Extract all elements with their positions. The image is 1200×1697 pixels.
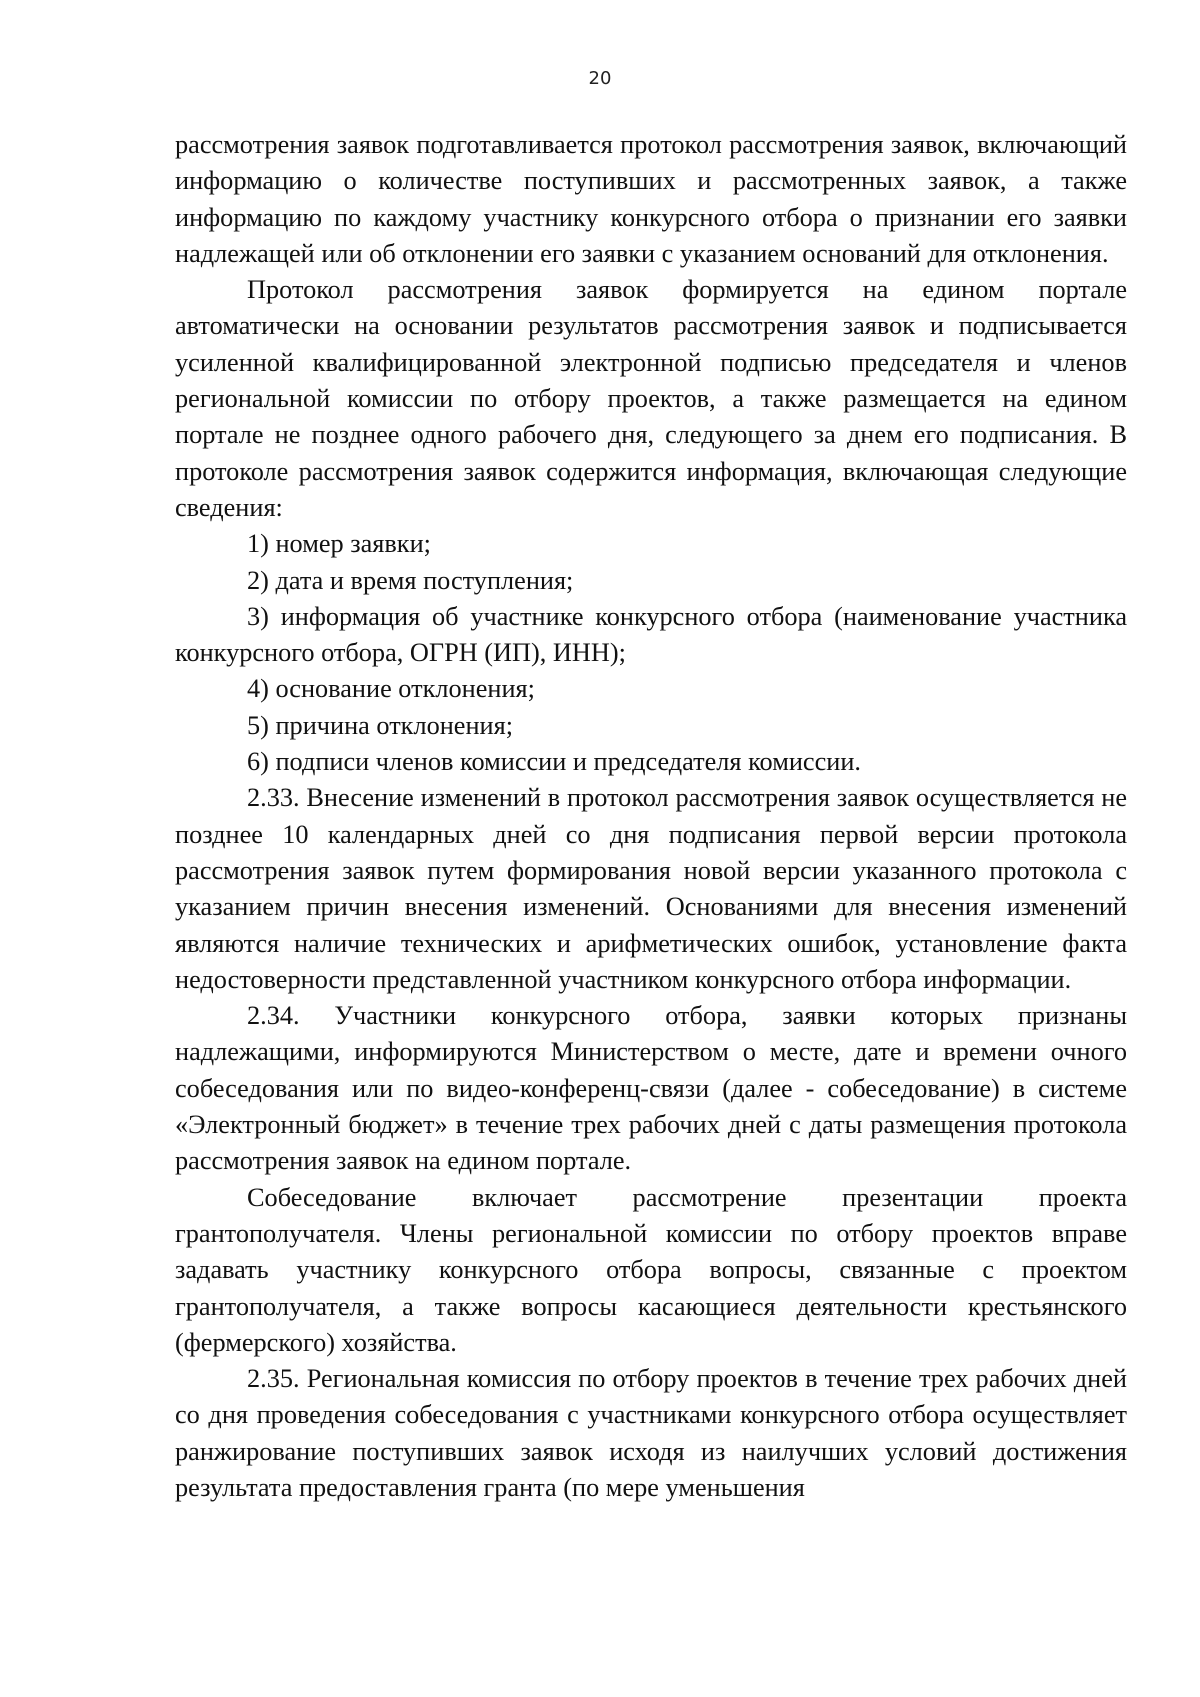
list-item-rejection-reason: 5) причина отклонения; [247,710,514,740]
paragraph-continuation: рассмотрения заявок подготавливается протокол рассмотрения заявок, включающий информацию о количестве поступивших и рассмотренных заявок, а также информацию по каждому участнику конкурсного отбора о признании его заявки надлежащей или об отклонении его заявки с указанием оснований для отклонения. [175,130,1127,268]
paragraph-protocol-formation: Протокол рассмотрения заявок формируется на едином портале автоматически на основании результатов рассмотрения заявок и подписывается усиленной квалифицированной электронной подписью председателя и членов региональной комиссии по отбору проектов, а также размещается на едином портале не позднее одного рабочего дня, следующего за днем его подписания. В протоколе рассмотрения заявок содержится информация, включающая следующие сведения: [175,275,1127,522]
paragraph-2-35: 2.35. Региональная комиссия по отбору проектов в течение трех рабочих дней со дня проведения собеседования с участниками конкурсного отбора осуществляет ранжирование поступивших заявок исходя из наилучших условий достижения результата предоставления гранта (по мере уменьшения [175,1364,1127,1502]
list-item-rejection-basis: 4) основание отклонения; [247,674,535,704]
list-item-participant-info: 3) информация об участнике конкурсного отбора (наименование участника конкурсного отбора, ОГРН (ИП), ИНН); [175,601,1127,668]
list-item-signatures: 6) подписи членов комиссии и председателя комиссии. [247,747,861,777]
list-item-application-number: 1) номер заявки; [247,529,431,559]
paragraph-2-33: 2.33. Внесение изменений в протокол рассмотрения заявок осуществляется не позднее 10 календарных дней со дня подписания первой версии протокола рассмотрения заявок путем формирования новой версии указанного протокола с указанием причин внесения изменений. Основаниями для внесения изменений являются наличие технических и арифметических ошибок, установление факта недостоверности представленной участником конкурсного отбора информации. [175,783,1127,994]
paragraph-interview: Собеседование включает рассмотрение презентации проекта грантополучателя. Члены региональной комиссии по отбору проектов вправе задавать участнику конкурсного отбора вопросы, связанные с проектом грантополучателя, а также вопросы касающиеся деятельности крестьянского (фермерского) хозяйства. [175,1182,1127,1357]
list-item-date-time: 2) дата и время поступления; [247,565,574,595]
paragraph-2-34: 2.34. Участники конкурсного отбора, заявки которых признаны надлежащими, информируются Министерством о месте, дате и времени очного собеседования или по видео-конференц-связи (далее - собеседование) в системе «Электронный бюджет» в течение трех рабочих дней с даты размещения протокола рассмотрения заявок на едином портале. [175,1001,1127,1176]
page-number: 20 [588,68,612,89]
document-body [175,127,1127,1506]
